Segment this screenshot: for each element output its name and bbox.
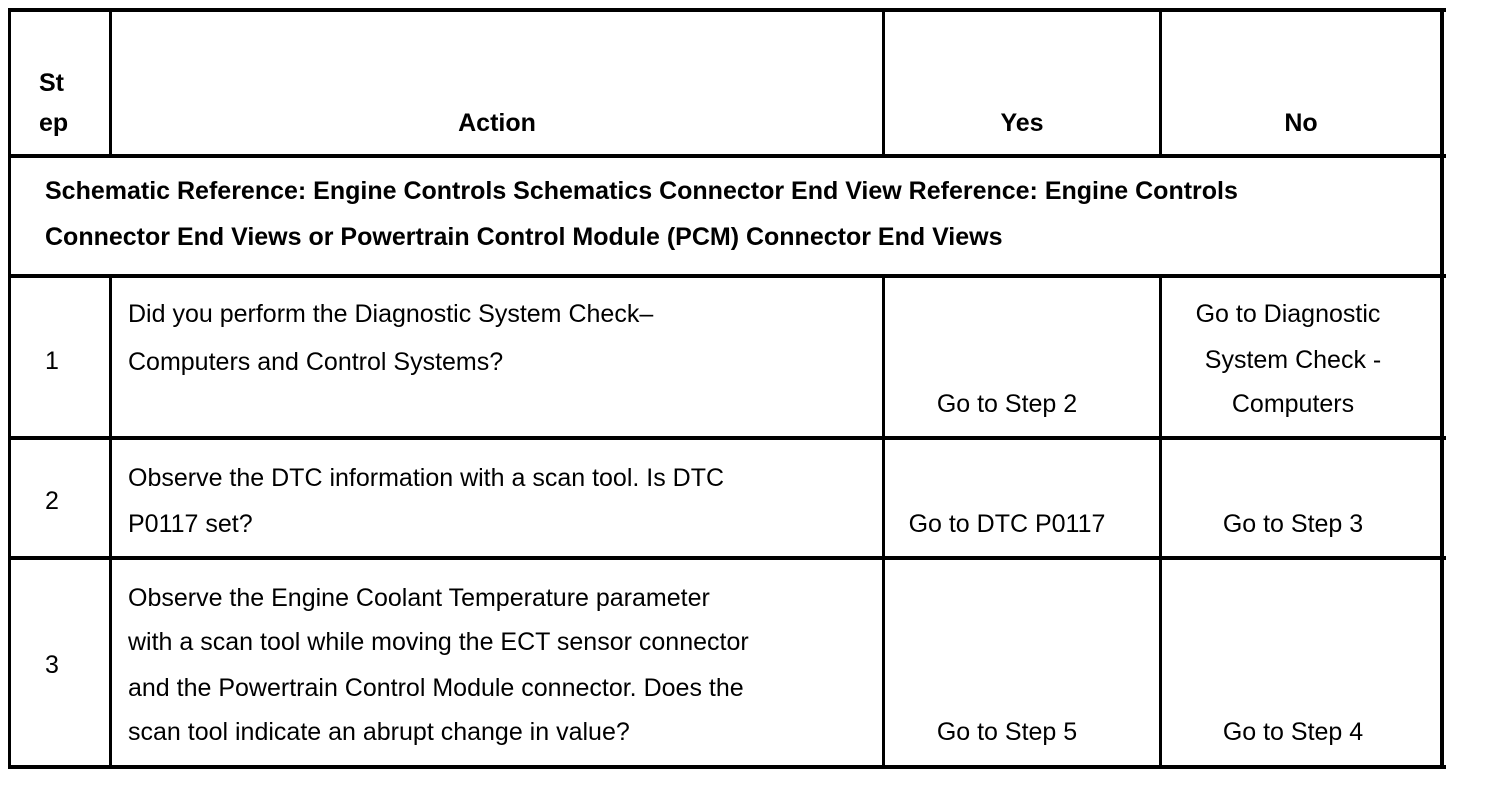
header-yes: Yes bbox=[1000, 109, 1044, 137]
diagnostic-table bbox=[8, 8, 1446, 769]
step-number: 2 bbox=[45, 487, 59, 515]
header-step-line1: St bbox=[39, 69, 64, 97]
table-border-bottom bbox=[8, 765, 1446, 769]
header-step-line2: ep bbox=[39, 109, 69, 137]
yes-result: Go to Step 5 bbox=[936, 718, 1078, 746]
no-result: Go to Step 4 bbox=[1222, 718, 1364, 746]
no-result: System Check - bbox=[1204, 346, 1382, 374]
schematic-reference-line2: Connector End Views or Powertrain Control Module (PCM) Connector End Views bbox=[45, 223, 1003, 251]
no-result: Computers bbox=[1231, 390, 1355, 418]
no-result: Go to Diagnostic bbox=[1195, 300, 1381, 328]
action-text: P0117 set? bbox=[128, 510, 253, 538]
schematic-reference-line1: Schematic Reference: Engine Controls Schematics Connector End View Reference: Engine Controls bbox=[45, 177, 1238, 205]
table-border-right bbox=[1440, 8, 1444, 769]
action-text: and the Powertrain Control Module connector. Does the bbox=[128, 674, 744, 702]
action-text: Did you perform the Diagnostic System Check– bbox=[128, 300, 654, 328]
yes-result: Go to Step 2 bbox=[936, 390, 1078, 418]
step-number: 3 bbox=[45, 651, 59, 679]
yes-result: Go to DTC P0117 bbox=[908, 510, 1106, 538]
header-action: Action bbox=[458, 109, 536, 137]
row-divider bbox=[8, 556, 1446, 560]
row-divider bbox=[8, 436, 1446, 440]
action-text: Observe the DTC information with a scan tool. Is DTC bbox=[128, 464, 725, 492]
table-border-left bbox=[8, 8, 11, 769]
no-result: Go to Step 3 bbox=[1222, 510, 1364, 538]
action-text: scan tool indicate an abrupt change in value? bbox=[128, 718, 630, 746]
table-border-top bbox=[8, 8, 1446, 12]
action-text: with a scan tool while moving the ECT sensor connector bbox=[128, 628, 749, 656]
action-text: Computers and Control Systems? bbox=[128, 348, 504, 376]
header-no: No bbox=[1284, 109, 1318, 137]
step-number: 1 bbox=[45, 347, 59, 375]
row-divider bbox=[8, 274, 1446, 278]
col-divider-step bbox=[109, 275, 112, 769]
row-divider bbox=[8, 154, 1446, 158]
action-text: Observe the Engine Coolant Temperature parameter bbox=[128, 584, 710, 612]
